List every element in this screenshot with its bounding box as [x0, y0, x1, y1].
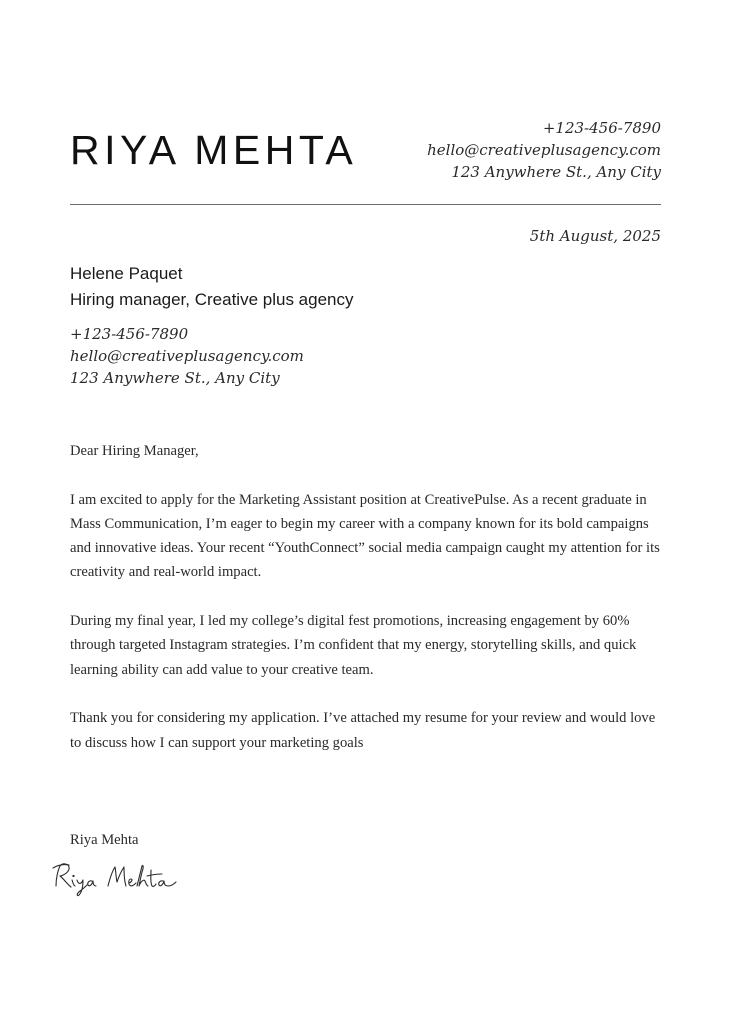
- recipient-address: 123 Anywhere St., Any City: [70, 369, 280, 387]
- recipient-name: Helene Paquet: [70, 264, 183, 283]
- sender-email: hello@creativeplusagency.com: [427, 141, 661, 159]
- recipient-phone: +123-456-7890: [70, 325, 189, 343]
- body-paragraph-3: Thank you for considering my application. I’ve attached my resume for your review and would love to discuss how I can support your marketing goals: [70, 710, 656, 751]
- sender-name: RIYA MEHTA: [70, 127, 358, 173]
- recipient-title: Hiring manager, Creative plus agency: [70, 290, 354, 309]
- handwritten-signature: [50, 858, 185, 898]
- body-paragraph-1: I am excited to apply for the Marketing Assistant position at CreativePulse. As a recent graduate in Mass Communication, I’m eager to begin my career with a company known for its bold campaigns and innovative ideas. Your recent “YouthConnect” social media campaign caught my attention for its creativity and real-world impact.: [70, 491, 660, 581]
- letter-date: 5th August, 2025: [529, 227, 661, 245]
- recipient-email: hello@creativeplusagency.com: [70, 347, 304, 365]
- recipient-contact-block: [70, 323, 304, 389]
- salutation: Dear Hiring Manager,: [70, 443, 199, 459]
- sender-phone: +123-456-7890: [542, 119, 661, 137]
- sender-contact-block: [427, 117, 661, 183]
- letter-body: [70, 439, 666, 779]
- header-divider: [70, 204, 661, 205]
- closing-name: Riya Mehta: [70, 832, 139, 848]
- sender-address: 123 Anywhere St., Any City: [451, 163, 661, 181]
- body-paragraph-2: During my final year, I led my college’s digital fest promotions, increasing engagement by 60% through targeted Instagram strategies. I’m confident that my energy, storytelling skills, and quick learning ability can add value to your creative team.: [70, 613, 637, 678]
